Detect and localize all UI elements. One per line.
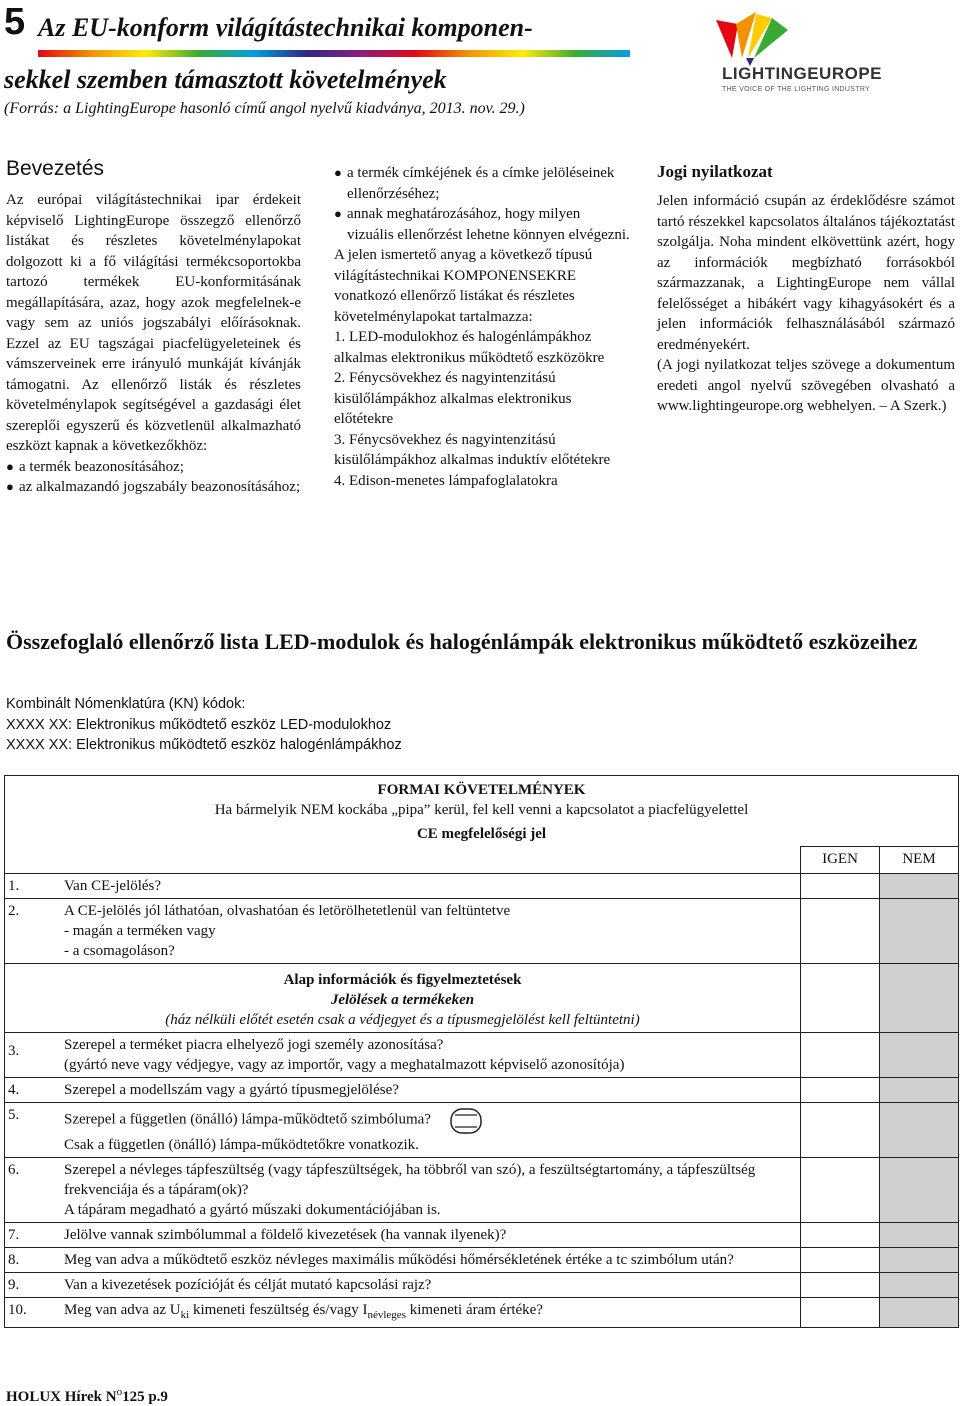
- kn-line: XXXX XX: Elektronikus működtető eszköz LED-modulokhoz: [6, 716, 392, 733]
- scope-list-item: 1. LED-modulokhoz és halogénlámpákhoz alkalmas elektronikus működtető eszközökre: [334, 329, 605, 366]
- table-row: [5, 1222, 959, 1247]
- kn-line: XXXX XX: Elektronikus működtető eszköz halogénlámpákhoz: [6, 737, 402, 753]
- section-number: 5: [4, 1, 26, 43]
- logo-wordmark: LIGHTINGEUROPE: [722, 64, 883, 83]
- table-row: [5, 873, 959, 898]
- row-number: 3.: [5, 1032, 62, 1077]
- table-row: [5, 1157, 959, 1222]
- table-row: [5, 898, 959, 963]
- table-row: [5, 1247, 959, 1272]
- page-footer: HOLUX Hírek $N^o125$ p.9: [6, 1386, 168, 1405]
- yes-checkbox[interactable]: [801, 1077, 880, 1102]
- no-checkbox[interactable]: [880, 1077, 959, 1102]
- no-checkbox[interactable]: [880, 873, 959, 898]
- marking-note: (ház nélküli előtét esetén csak a védjegyet és a típusmegjelölést kell feltüntetni): [165, 1011, 640, 1028]
- scope-list-item: 3. Fénycsövekhez és nagyintenzitású kisülőlámpákhoz alkalmas induktív előtétekre: [334, 431, 611, 468]
- row-number: 2.: [5, 898, 62, 963]
- yes-checkbox[interactable]: [801, 1102, 880, 1157]
- intro-column: [6, 156, 301, 498]
- page-title-line1: Az EU-konform világítástechnikai komponen-: [38, 13, 533, 42]
- independent-ballast-symbol-icon: [449, 1105, 483, 1135]
- col-no-header: NEM: [880, 847, 959, 874]
- summary-title: Összefoglaló ellenőrző lista LED-modulok és halogénlámpák elektronikus működtető eszközeihez: [6, 629, 918, 654]
- scope-list-item: 4. Edison-menetes lámpafoglalatokra: [334, 472, 558, 489]
- marking-title: Jelölések a termékeken: [330, 991, 475, 1008]
- title-rainbow-bar: [38, 50, 630, 57]
- list-item: ● a termék címkéjének és a címke jelöléseinek ellenőrzéséhez;: [334, 163, 630, 204]
- row-number: 5.: [5, 1102, 62, 1157]
- row-number: 4.: [5, 1077, 62, 1102]
- intro-heading: Bevezetés: [6, 157, 105, 180]
- no-checkbox[interactable]: [880, 898, 959, 963]
- scope-list-item: 2. Fénycsövekhez és nagyintenzitású kisülőlámpákhoz alkalmas elektronikus előtétekre: [334, 370, 572, 427]
- checklist-table: [4, 775, 959, 1328]
- row-text: Szerepel a modellszám vagy a gyártó típusmegjelölése?: [61, 1077, 801, 1102]
- disclaimer-paragraph: Jelen információ csupán az érdeklődésre számot tartó részekkel kapcsolatos általános tájékoztatást szolgálja. Noha mindent elkövettünk azért, hogy az információk megbízható forrásokból származzanak, a LightingEurope nem vállal felelősséget a hibákért vagy kihagyásokért és a jelen információk felhasználásából származó eredményekért.: [657, 193, 955, 353]
- bullet-icon: ●: [6, 458, 14, 474]
- no-checkbox[interactable]: [880, 1157, 959, 1222]
- disclaimer-heading: Jogi nyilatkozat: [657, 162, 773, 181]
- disclaimer-note: (A jogi nyilatkozat teljes szövege a dokumentum eredeti angol nyelvű szövegében olvasható a www.lightingeurope.org webhelyen. – A Szerk.): [657, 357, 955, 414]
- row-text: A CE-jelölés jól láthatóan, olvashatóan és letörölhetetlenül van feltüntetve - magán a terméken vagy - a csomagoláson?: [61, 898, 801, 963]
- table-section-row: [5, 963, 959, 1032]
- row-number: 6.: [5, 1157, 62, 1222]
- yes-checkbox[interactable]: [801, 898, 880, 963]
- list-item: ● az alkalmazandó jogszabály beazonosításához;: [6, 477, 301, 498]
- formal-title: FORMAI KÖVETELMÉNYEK: [377, 782, 586, 798]
- kn-label: Kombinált Nómenklatúra (KN) kódok:: [6, 696, 246, 712]
- row-text: Meg van adva a működtető eszköz névleges maximális működési hőmérsékletének értéke a tc szimbólum után?: [61, 1247, 801, 1272]
- row-text: Jelölve vannak szimbólummal a földelő kivezetések (ha vannak ilyenek)?: [61, 1222, 801, 1247]
- yes-checkbox[interactable]: [801, 1222, 880, 1247]
- no-checkbox[interactable]: [880, 1222, 959, 1247]
- row-text: Szerepel a terméket piacra elhelyező jogi személy azonosítása? (gyártó neve vagy védjegye, vagy az importőr, vagy a meghatalmazott képviselő azonosítója): [61, 1032, 801, 1077]
- row-text: Van CE-jelölés?: [61, 873, 801, 898]
- row-number: 7.: [5, 1222, 62, 1247]
- scope-column: [334, 163, 630, 491]
- table-row: [5, 1297, 959, 1327]
- table-row: [5, 1032, 959, 1077]
- intro-paragraph: Az európai világítástechnikai ipar érdekeit képviselő LightingEurope összegző ellenőrző listákat és részletes követelménylapokat dolgozott ki a fő világítási termékcsoportokba tartozó termékek EU-konformitásának megállapítására, azaz, hogy azok megfelelnek-e vagy sem az uniós jogszabályi előírásoknak. Ezzel az EU tagszágai piacfelügyeleteinek és vámszerveinek erre irányuló munkáját kívánják támogatni. Az ellenőrző listák és részletes követelménylapok segítségével a gazdasági élet szereplői egyszerű és közvetlenül alkalmazható eszközt kapnak a következőkhöz:: [6, 192, 301, 454]
- table-row: [5, 847, 959, 874]
- row-number: 9.: [5, 1272, 62, 1297]
- disclaimer-column: [657, 161, 955, 417]
- scope-paragraph: A jelen ismertető anyag a következő típusú világítástechnikai KOMPONENSEKRE vonatkozó ellenőrző listákat és részletes követelménylapokat tartalmazza:: [334, 247, 593, 325]
- table-row: [5, 1077, 959, 1102]
- yes-checkbox[interactable]: [801, 1272, 880, 1297]
- basic-info-title: Alap információk és figyelmeztetések: [283, 971, 522, 988]
- formal-note: Ha bármelyik NEM kockába „pipa” kerül, fel kell venni a kapcsolatot a piacfelügyelettel: [214, 802, 749, 818]
- table-row: [5, 1272, 959, 1297]
- source-note: (Forrás: a LightingEurope hasonló című angol nyelvű kiadványa, 2013. nov. 29.): [4, 100, 525, 117]
- bullet-icon: ●: [334, 206, 342, 221]
- row-number: 1.: [5, 873, 62, 898]
- no-checkbox[interactable]: [880, 1247, 959, 1272]
- yes-checkbox[interactable]: [801, 873, 880, 898]
- bullet-icon: ●: [6, 479, 14, 494]
- row-number: 8.: [5, 1247, 62, 1272]
- table-row: [5, 1102, 959, 1157]
- ce-title: CE megfelelőségi jel: [416, 826, 547, 842]
- col-yes-header: IGEN: [801, 847, 880, 874]
- row-number: 10.: [5, 1297, 62, 1327]
- yes-checkbox[interactable]: [801, 1157, 880, 1222]
- table-header-row: [5, 776, 959, 847]
- kn-codes: [6, 694, 402, 756]
- no-checkbox[interactable]: [880, 1272, 959, 1297]
- no-checkbox[interactable]: [880, 1032, 959, 1077]
- row-text: Van a kivezetések pozícióját és célját mutató kapcsolási rajz?: [61, 1272, 801, 1297]
- yes-checkbox[interactable]: [801, 1032, 880, 1077]
- page-title-line2: sekkel szemben támasztott követelmények: [4, 65, 447, 94]
- bullet-icon: ●: [334, 165, 342, 180]
- list-item: ● annak meghatározásához, hogy milyen vizuális ellenőrzést lehetne könnyen elvégezni.: [334, 204, 630, 245]
- logo-tagline: THE VOICE OF THE LIGHTING INDUSTRY: [722, 86, 871, 93]
- row-text: Szerepel a névleges tápfeszültség (vagy tápfeszültségek, ha többről van szó), a feszültségtartomány, a tápfeszültség frekvenciája és a tápáram(ok)? A tápáram megadható a gyártó műszaki dokumentációjában is.: [61, 1157, 801, 1222]
- yes-checkbox[interactable]: [801, 1247, 880, 1272]
- row-text: Meg van adva az $U_{ki}$ kimeneti feszültség és/vagy $I_{névleges}$ kimeneti áram értéke?: [61, 1297, 801, 1327]
- list-item: ● a termék beazonosításához;: [6, 457, 301, 478]
- row-text: Szerepel a független (önálló) lámpa-működtető szimbóluma? Csak a független (önálló) lámpa-működtetőkre vonatkozik.: [61, 1102, 801, 1157]
- no-checkbox[interactable]: [880, 1102, 959, 1157]
- no-checkbox[interactable]: [880, 1297, 959, 1327]
- yes-checkbox[interactable]: [801, 1297, 880, 1327]
